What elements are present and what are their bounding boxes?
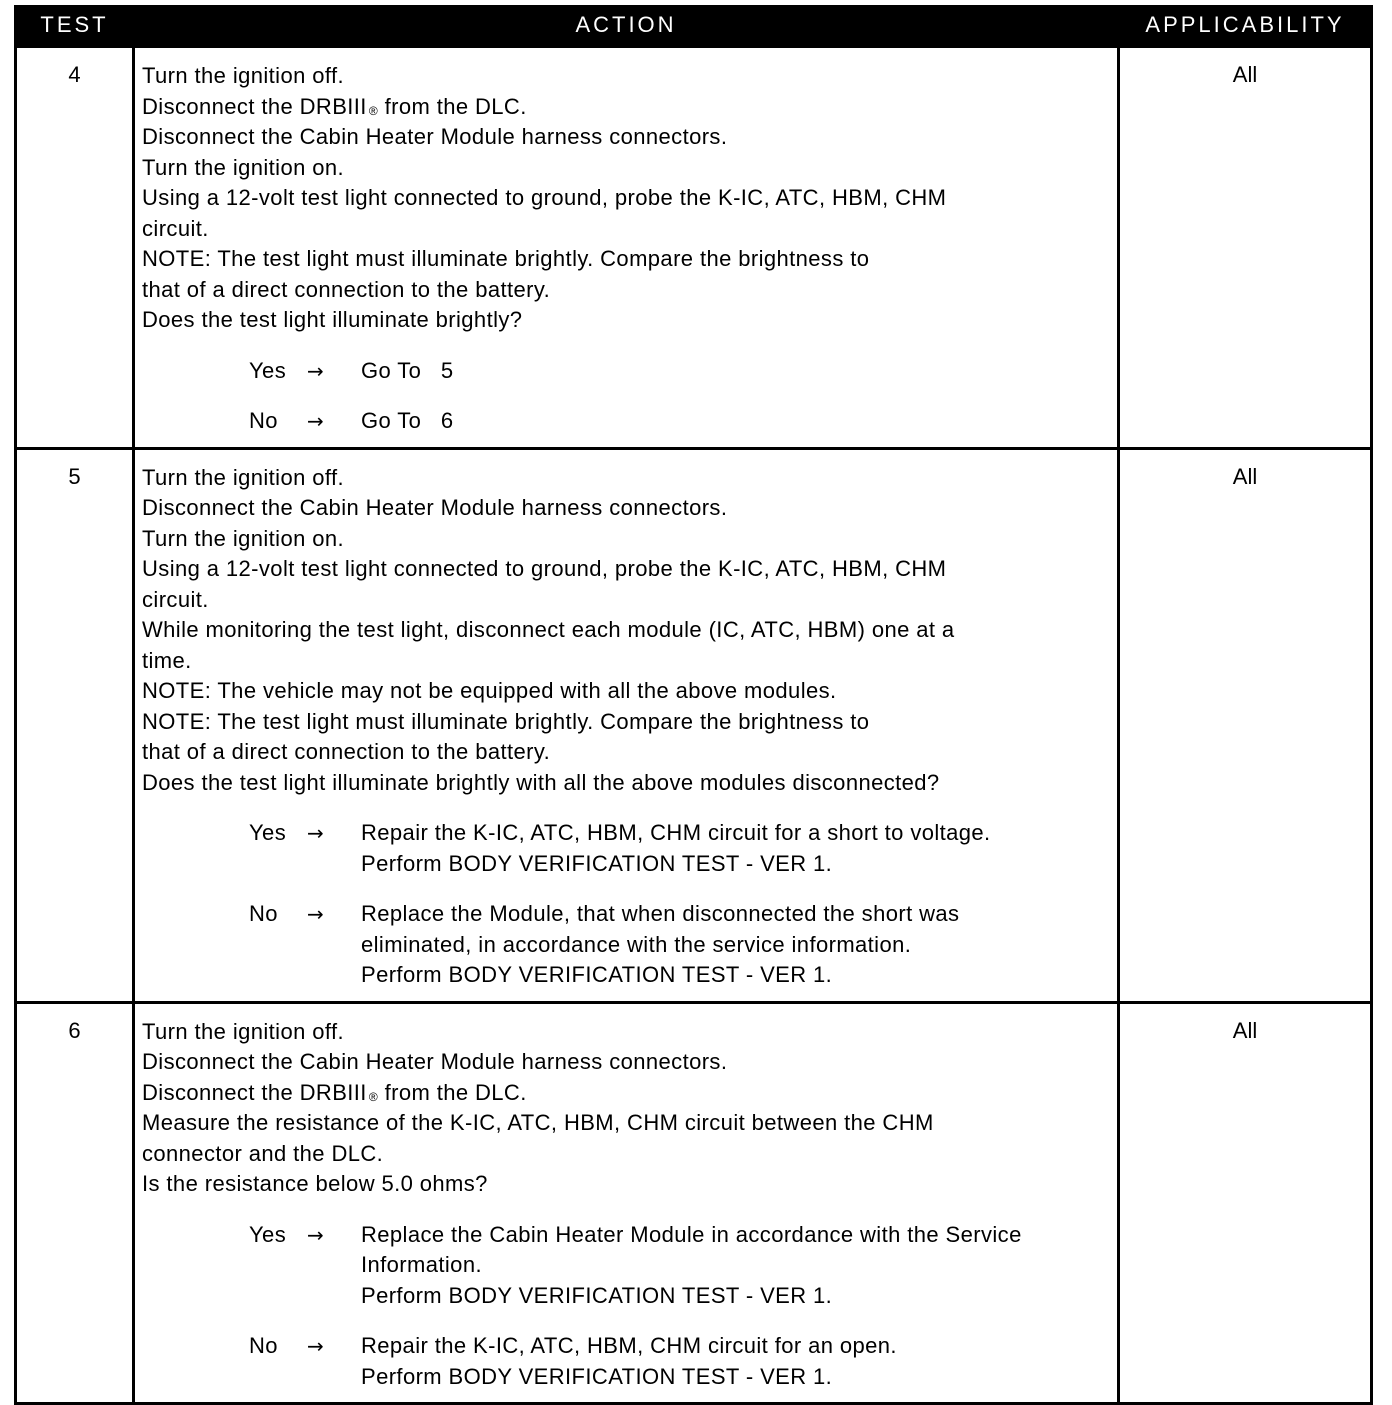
outcome-line: Perform BODY VERIFICATION TEST - VER 1. (361, 1282, 833, 1308)
action-line: Disconnect the Cabin Heater Module harness connectors. (142, 495, 728, 520)
outcome-key: No (249, 408, 278, 433)
action-cell (134, 448, 1119, 1002)
action-line: Using a 12-volt test light connected to ground, probe the K-IC, ATC, HBM, CHM (142, 185, 947, 210)
outcome-line: Go To 5 (361, 357, 454, 383)
outcome-line: Perform BODY VERIFICATION TEST - VER 1. (361, 962, 833, 987)
diagnostic-table (14, 5, 1373, 1405)
outcome-yes (142, 1220, 1109, 1312)
outcome-key: Yes (249, 820, 287, 845)
action-line: Disconnect the DRBIII ® from the DLC. (142, 93, 527, 119)
outcome-yes (142, 818, 1109, 879)
action-cell (134, 47, 1119, 449)
action-line: that of a direct connection to the battery. (142, 739, 551, 764)
outcome-line: Perform BODY VERIFICATION TEST - VER 1. (361, 850, 833, 876)
action-line: time. (142, 647, 192, 673)
outcome-yes (142, 356, 1109, 387)
action-line: Is the resistance below 5.0 ohms? (142, 1171, 488, 1196)
action-line: NOTE: The test light must illuminate brightly. Compare the brightness to (142, 708, 870, 734)
header-applicability: APPLICABILITY (1119, 5, 1372, 47)
action-line: Turn the ignition off. (142, 464, 345, 490)
header-action: ACTION (134, 5, 1119, 47)
outcome-no (142, 406, 1109, 437)
outcome-key: Yes (249, 1221, 287, 1247)
applicability-cell: All (1119, 47, 1372, 449)
outcome-line: Information. (361, 1252, 482, 1277)
outcome-line: eliminated, in accordance with the service information. (361, 931, 912, 957)
action-line: NOTE: The test light must illuminate brightly. Compare the brightness to (142, 246, 870, 271)
outcome-no (142, 1331, 1109, 1392)
action-line: circuit. (142, 215, 209, 241)
outcome-line: Replace the Cabin Heater Module in accordance with the Service (361, 1221, 1022, 1247)
applicability-cell: All (1119, 1002, 1372, 1404)
action-line: connector and the DLC. (142, 1140, 384, 1166)
action-cell (134, 1002, 1119, 1404)
action-line: Measure the resistance of the K-IC, ATC, HBM, CHM circuit between the CHM (142, 1110, 934, 1135)
action-line: Disconnect the DRBIII ® from the DLC. (142, 1079, 527, 1105)
action-line: circuit. (142, 586, 209, 612)
arrow-right-icon: → (307, 821, 325, 845)
outcome-text (361, 1220, 1109, 1312)
outcome-text (361, 899, 1109, 991)
action-line: Using a 12-volt test light connected to ground, probe the K-IC, ATC, HBM, CHM (142, 556, 947, 581)
action-line: Does the test light illuminate brightly? (142, 307, 523, 332)
test-row-5 (16, 448, 1372, 1002)
test-number: 4 (16, 47, 134, 449)
outcome-text (361, 356, 1109, 387)
outcome-key: No (249, 901, 278, 926)
action-line: Turn the ignition on. (142, 525, 345, 551)
arrow-right-icon: → (307, 1334, 325, 1358)
test-row-4 (16, 47, 1372, 449)
test-number: 5 (16, 448, 134, 1002)
registered-mark: ® (368, 103, 379, 118)
action-line: Disconnect the Cabin Heater Module harness connectors. (142, 124, 728, 149)
outcome-key: No (249, 1333, 278, 1358)
action-line: Turn the ignition off. (142, 1018, 345, 1044)
action-line: While monitoring the test light, disconnect each module (IC, ATC, HBM) one at a (142, 617, 955, 642)
action-line: Turn the ignition off. (142, 63, 345, 88)
outcome-line: Repair the K-IC, ATC, HBM, CHM circuit for a short to voltage. (361, 820, 991, 845)
action-line: NOTE: The vehicle may not be equipped with all the above modules. (142, 678, 837, 703)
action-line: Does the test light illuminate brightly with all the above modules disconnected? (142, 769, 940, 795)
action-line: Turn the ignition on. (142, 154, 345, 180)
action-line: Disconnect the Cabin Heater Module harness connectors. (142, 1049, 728, 1074)
test-number: 6 (16, 1002, 134, 1404)
outcome-line: Replace the Module, that when disconnected the short was (361, 901, 960, 926)
outcome-line: Perform BODY VERIFICATION TEST - VER 1. (361, 1363, 833, 1389)
arrow-right-icon: → (307, 358, 325, 383)
test-row-6 (16, 1002, 1372, 1404)
outcome-line: Go To 6 (361, 408, 454, 433)
arrow-right-icon: → (307, 409, 325, 433)
applicability-cell: All (1119, 448, 1372, 1002)
header-row (16, 5, 1372, 47)
outcome-line: Repair the K-IC, ATC, HBM, CHM circuit for an open. (361, 1333, 897, 1358)
outcome-key: Yes (249, 357, 287, 383)
outcome-no (142, 899, 1109, 991)
arrow-right-icon: → (307, 902, 325, 926)
action-line: that of a direct connection to the battery. (142, 276, 551, 302)
registered-mark: ® (368, 1089, 379, 1104)
outcome-text (361, 1331, 1109, 1392)
outcome-text (361, 406, 1109, 437)
arrow-right-icon: → (307, 1222, 325, 1247)
header-test: TEST (16, 5, 134, 47)
outcome-text (361, 818, 1109, 879)
